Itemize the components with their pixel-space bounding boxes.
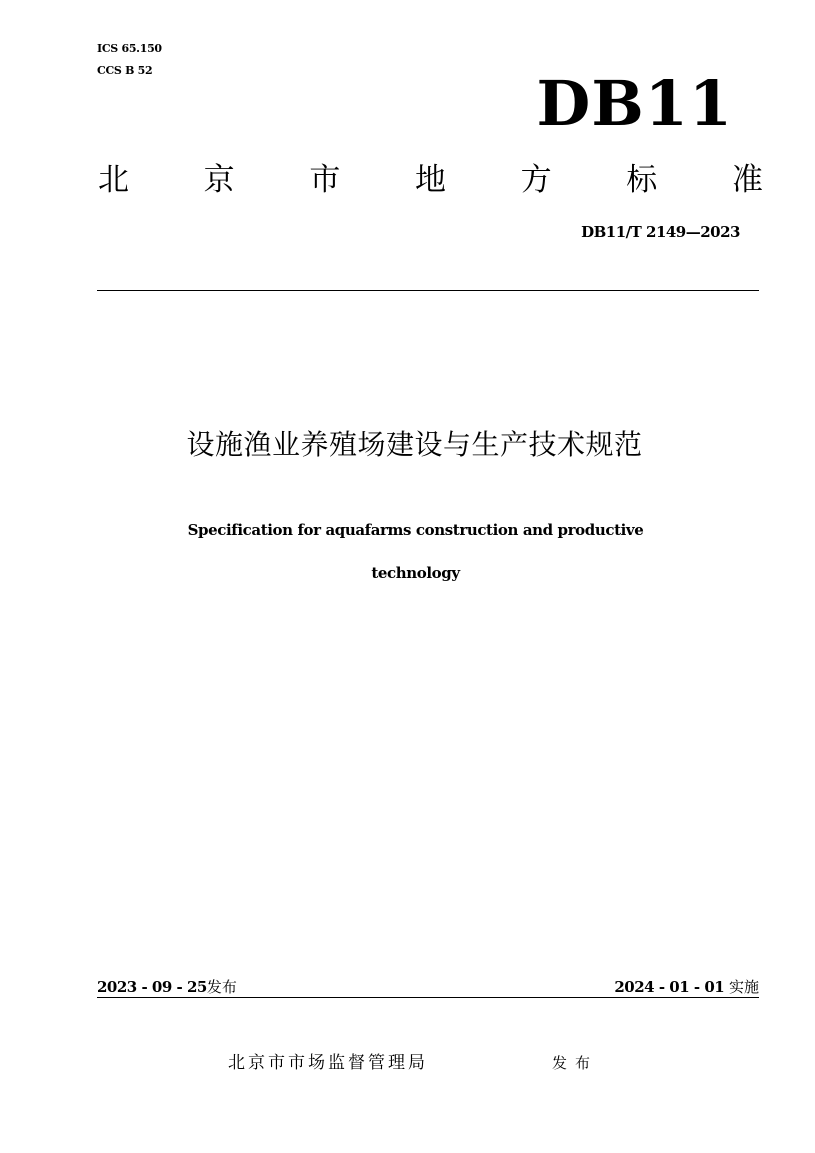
issue-date-line — [97, 976, 237, 998]
standard-type-heading — [98, 158, 763, 202]
standard-type-char: 地 — [414, 162, 446, 198]
publisher-name: 北京市市场监督管理局 — [228, 1053, 428, 1073]
standard-type-char: 标 — [626, 162, 658, 198]
english-title-line-1: Specification for aquafarms construction and productive — [187, 521, 644, 539]
bottom-divider — [97, 997, 759, 998]
top-divider — [97, 290, 759, 291]
issue-label: 发布 — [206, 978, 237, 996]
implementation-label: 实施 — [728, 978, 759, 996]
standard-type-char: 京 — [203, 162, 235, 198]
issue-date: 2023 - 09 - 25 — [97, 978, 207, 996]
ics-code: ICS 65.150 — [97, 42, 162, 55]
standard-type-char: 方 — [520, 162, 552, 198]
standard-type-char: 市 — [309, 162, 341, 198]
db11-logo: DB11 — [536, 67, 733, 140]
chinese-title: 设施渔业养殖场建设与生产技术规范 — [186, 428, 643, 461]
standard-number: DB11/T 2149—2023 — [581, 223, 740, 241]
standard-type-char: 北 — [98, 162, 129, 198]
english-title-line-2: technology — [371, 564, 460, 582]
ccs-code: CCS B 52 — [97, 64, 153, 77]
implementation-date: 2024 - 01 - 01 — [614, 978, 725, 996]
publisher-suffix: 发布 — [552, 1054, 599, 1072]
standard-type-char: 准 — [731, 162, 763, 198]
implementation-date-line — [614, 976, 759, 998]
